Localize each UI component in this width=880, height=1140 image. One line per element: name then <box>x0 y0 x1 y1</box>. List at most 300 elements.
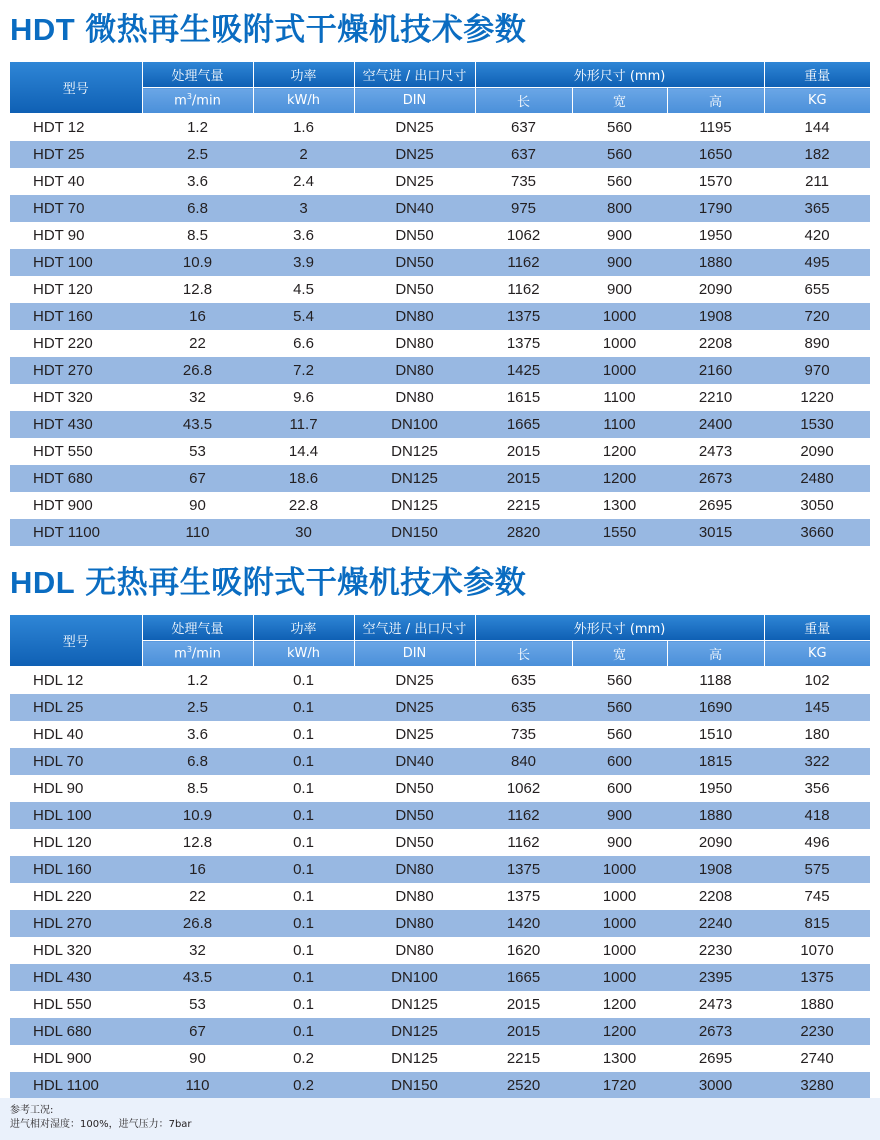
hdl-header-dims: 外形尺寸 (mm) <box>475 615 764 641</box>
cell-port: DN125 <box>354 492 475 519</box>
cell-height: 2208 <box>667 330 764 357</box>
hdl-unit-length: 长 <box>475 641 572 667</box>
cell-model: HDL 270 <box>10 910 142 937</box>
cell-weight: 2480 <box>764 465 870 492</box>
cell-flow: 90 <box>142 1045 253 1072</box>
cell-model: HDT 680 <box>10 465 142 492</box>
cell-port: DN80 <box>354 910 475 937</box>
cell-port: DN40 <box>354 748 475 775</box>
cell-power: 0.1 <box>253 856 354 883</box>
cell-flow: 26.8 <box>142 910 253 937</box>
hdl-unit-weight: KG <box>764 641 870 667</box>
cell-height: 1650 <box>667 141 764 168</box>
cell-weight: 3050 <box>764 492 870 519</box>
cell-power: 5.4 <box>253 303 354 330</box>
cell-weight: 180 <box>764 721 870 748</box>
cell-flow: 90 <box>142 492 253 519</box>
cell-width: 900 <box>572 802 667 829</box>
hdl-table-body <box>10 667 870 1100</box>
cell-power: 11.7 <box>253 411 354 438</box>
cell-port: DN80 <box>354 330 475 357</box>
cell-model: HDL 70 <box>10 748 142 775</box>
cell-model: HDT 12 <box>10 114 142 142</box>
cell-power: 3 <box>253 195 354 222</box>
hdl-unit-flow <box>142 641 253 667</box>
cell-flow: 32 <box>142 937 253 964</box>
hdt-unit-flow <box>142 88 253 114</box>
hdl-unit-flow-base: m <box>174 646 187 662</box>
cell-flow: 2.5 <box>142 694 253 721</box>
cell-power: 0.1 <box>253 721 354 748</box>
cell-flow: 16 <box>142 856 253 883</box>
cell-power: 22.8 <box>253 492 354 519</box>
cell-weight: 182 <box>764 141 870 168</box>
hdt-title <box>10 10 526 50</box>
cell-height: 1690 <box>667 694 764 721</box>
cell-port: DN80 <box>354 883 475 910</box>
cell-model: HDT 550 <box>10 438 142 465</box>
cell-length: 1665 <box>475 964 572 991</box>
cell-length: 1615 <box>475 384 572 411</box>
cell-weight: 1220 <box>764 384 870 411</box>
cell-flow: 3.6 <box>142 721 253 748</box>
table-row <box>10 775 870 802</box>
cell-width: 1200 <box>572 1018 667 1045</box>
table-row <box>10 411 870 438</box>
cell-flow: 43.5 <box>142 411 253 438</box>
cell-power: 0.1 <box>253 829 354 856</box>
cell-length: 1062 <box>475 222 572 249</box>
cell-length: 2820 <box>475 519 572 546</box>
cell-weight: 322 <box>764 748 870 775</box>
cell-height: 2473 <box>667 991 764 1018</box>
cell-power: 2 <box>253 141 354 168</box>
cell-port: DN125 <box>354 991 475 1018</box>
cell-width: 900 <box>572 276 667 303</box>
hdt-unit-height: 高 <box>667 88 764 114</box>
cell-model: HDL 160 <box>10 856 142 883</box>
cell-width: 1000 <box>572 357 667 384</box>
cell-weight: 2090 <box>764 438 870 465</box>
hdl-unit-height: 高 <box>667 641 764 667</box>
table-row <box>10 802 870 829</box>
table-row <box>10 222 870 249</box>
cell-weight: 145 <box>764 694 870 721</box>
cell-flow: 10.9 <box>142 802 253 829</box>
cell-length: 637 <box>475 114 572 142</box>
cell-width: 1000 <box>572 910 667 937</box>
cell-flow: 67 <box>142 465 253 492</box>
cell-power: 0.1 <box>253 802 354 829</box>
cell-model: HDL 100 <box>10 802 142 829</box>
cell-height: 2673 <box>667 1018 764 1045</box>
table-row <box>10 1018 870 1045</box>
cell-length: 2015 <box>475 991 572 1018</box>
table-row <box>10 856 870 883</box>
cell-model: HDL 550 <box>10 991 142 1018</box>
hdt-header-model: 型号 <box>10 62 142 114</box>
cell-width: 1000 <box>572 303 667 330</box>
cell-length: 1162 <box>475 276 572 303</box>
table-row <box>10 114 870 142</box>
cell-port: DN125 <box>354 438 475 465</box>
table-row <box>10 883 870 910</box>
cell-weight: 890 <box>764 330 870 357</box>
table-row <box>10 667 870 695</box>
cell-port: DN125 <box>354 1045 475 1072</box>
cell-power: 6.6 <box>253 330 354 357</box>
cell-power: 18.6 <box>253 465 354 492</box>
cell-port: DN80 <box>354 856 475 883</box>
cell-width: 1000 <box>572 856 667 883</box>
cell-flow: 53 <box>142 991 253 1018</box>
cell-length: 1420 <box>475 910 572 937</box>
cell-width: 900 <box>572 829 667 856</box>
table-row <box>10 465 870 492</box>
cell-length: 635 <box>475 694 572 721</box>
hdt-header-row <box>10 62 870 88</box>
table-row <box>10 721 870 748</box>
cell-height: 2090 <box>667 276 764 303</box>
cell-port: DN50 <box>354 249 475 276</box>
cell-model: HDL 220 <box>10 883 142 910</box>
cell-model: HDL 320 <box>10 937 142 964</box>
cell-model: HDT 25 <box>10 141 142 168</box>
cell-length: 2215 <box>475 492 572 519</box>
table-row <box>10 964 870 991</box>
cell-length: 1162 <box>475 249 572 276</box>
cell-width: 1720 <box>572 1072 667 1099</box>
cell-height: 1188 <box>667 667 764 695</box>
cell-weight: 420 <box>764 222 870 249</box>
cell-length: 735 <box>475 721 572 748</box>
cell-power: 0.1 <box>253 964 354 991</box>
hdt-header-port: 空气进 / 出口尺寸 <box>354 62 475 88</box>
cell-flow: 8.5 <box>142 775 253 802</box>
cell-power: 0.1 <box>253 694 354 721</box>
cell-port: DN25 <box>354 141 475 168</box>
hdt-header-weight: 重量 <box>764 62 870 88</box>
cell-port: DN50 <box>354 775 475 802</box>
hdl-spec-table <box>10 615 870 1099</box>
cell-width: 560 <box>572 114 667 142</box>
cell-port: DN80 <box>354 303 475 330</box>
table-row <box>10 519 870 546</box>
cell-model: HDL 25 <box>10 694 142 721</box>
cell-width: 1000 <box>572 937 667 964</box>
cell-width: 1000 <box>572 330 667 357</box>
cell-port: DN100 <box>354 964 475 991</box>
cell-height: 2695 <box>667 1045 764 1072</box>
cell-width: 600 <box>572 775 667 802</box>
cell-power: 0.1 <box>253 883 354 910</box>
cell-width: 1550 <box>572 519 667 546</box>
cell-width: 900 <box>572 222 667 249</box>
table-row <box>10 168 870 195</box>
cell-weight: 144 <box>764 114 870 142</box>
cell-weight: 745 <box>764 883 870 910</box>
cell-model: HDL 40 <box>10 721 142 748</box>
cell-height: 1510 <box>667 721 764 748</box>
cell-length: 1375 <box>475 856 572 883</box>
cell-height: 2695 <box>667 492 764 519</box>
cell-flow: 110 <box>142 519 253 546</box>
cell-height: 2230 <box>667 937 764 964</box>
cell-flow: 6.8 <box>142 748 253 775</box>
cell-length: 2215 <box>475 1045 572 1072</box>
cell-width: 560 <box>572 694 667 721</box>
cell-weight: 970 <box>764 357 870 384</box>
cell-height: 2208 <box>667 883 764 910</box>
cell-flow: 32 <box>142 384 253 411</box>
cell-weight: 815 <box>764 910 870 937</box>
cell-flow: 22 <box>142 883 253 910</box>
table-row <box>10 1072 870 1099</box>
cell-port: DN25 <box>354 667 475 695</box>
cell-model: HDL 90 <box>10 775 142 802</box>
cell-length: 1375 <box>475 303 572 330</box>
hdt-unit-power: kW/h <box>253 88 354 114</box>
table-row <box>10 276 870 303</box>
cell-model: HDT 90 <box>10 222 142 249</box>
hdl-header-flow: 处理气量 <box>142 615 253 641</box>
cell-model: HDT 1100 <box>10 519 142 546</box>
cell-power: 0.2 <box>253 1072 354 1099</box>
cell-flow: 26.8 <box>142 357 253 384</box>
cell-weight: 2740 <box>764 1045 870 1072</box>
cell-width: 1000 <box>572 964 667 991</box>
cell-power: 30 <box>253 519 354 546</box>
cell-port: DN80 <box>354 357 475 384</box>
cell-model: HDL 680 <box>10 1018 142 1045</box>
cell-height: 2160 <box>667 357 764 384</box>
cell-port: DN80 <box>354 384 475 411</box>
cell-flow: 6.8 <box>142 195 253 222</box>
table-row <box>10 384 870 411</box>
hdl-title <box>10 563 526 603</box>
cell-height: 1880 <box>667 802 764 829</box>
cell-port: DN25 <box>354 694 475 721</box>
cell-width: 560 <box>572 667 667 695</box>
cell-power: 4.5 <box>253 276 354 303</box>
cell-flow: 8.5 <box>142 222 253 249</box>
cell-model: HDT 160 <box>10 303 142 330</box>
hdt-unit-flow-base: m <box>174 93 187 109</box>
cell-height: 2210 <box>667 384 764 411</box>
cell-weight: 1070 <box>764 937 870 964</box>
cell-power: 3.6 <box>253 222 354 249</box>
cell-height: 1790 <box>667 195 764 222</box>
cell-power: 0.1 <box>253 1018 354 1045</box>
hdt-unit-width: 宽 <box>572 88 667 114</box>
cell-weight: 365 <box>764 195 870 222</box>
cell-height: 1195 <box>667 114 764 142</box>
cell-length: 2015 <box>475 438 572 465</box>
cell-width: 1200 <box>572 438 667 465</box>
cell-height: 2240 <box>667 910 764 937</box>
hdt-unit-port: DIN <box>354 88 475 114</box>
cell-weight: 655 <box>764 276 870 303</box>
cell-model: HDT 900 <box>10 492 142 519</box>
cell-length: 1425 <box>475 357 572 384</box>
notes-conditions: 进气相对湿度：100%，进气压力：7bar <box>10 1119 192 1130</box>
hdt-unit-length: 长 <box>475 88 572 114</box>
hdl-title-text: 无热再生吸附式干燥机技术参数 <box>85 565 527 601</box>
notes-heading: 参考工况: <box>10 1105 54 1116</box>
cell-height: 3000 <box>667 1072 764 1099</box>
hdl-header-row <box>10 615 870 641</box>
cell-height: 1815 <box>667 748 764 775</box>
cell-power: 0.1 <box>253 910 354 937</box>
cell-length: 2015 <box>475 1018 572 1045</box>
cell-flow: 2.5 <box>142 141 253 168</box>
hdt-unit-weight: KG <box>764 88 870 114</box>
cell-weight: 356 <box>764 775 870 802</box>
cell-model: HDL 120 <box>10 829 142 856</box>
table-row <box>10 141 870 168</box>
cell-width: 1200 <box>572 991 667 1018</box>
cell-port: DN125 <box>354 1018 475 1045</box>
cell-flow: 110 <box>142 1072 253 1099</box>
cell-width: 560 <box>572 141 667 168</box>
table-row <box>10 195 870 222</box>
cell-weight: 1880 <box>764 991 870 1018</box>
table-row <box>10 748 870 775</box>
cell-power: 0.1 <box>253 748 354 775</box>
cell-port: DN50 <box>354 802 475 829</box>
table-row <box>10 357 870 384</box>
hdl-title-model: HDL <box>10 565 76 600</box>
cell-port: DN150 <box>354 519 475 546</box>
cell-power: 0.1 <box>253 937 354 964</box>
hdl-unit-power: kW/h <box>253 641 354 667</box>
cell-width: 1300 <box>572 1045 667 1072</box>
cell-model: HDT 270 <box>10 357 142 384</box>
hdt-header-flow: 处理气量 <box>142 62 253 88</box>
cell-width: 560 <box>572 721 667 748</box>
cell-length: 1062 <box>475 775 572 802</box>
cell-height: 2395 <box>667 964 764 991</box>
cell-height: 2400 <box>667 411 764 438</box>
cell-model: HDT 120 <box>10 276 142 303</box>
cell-width: 1300 <box>572 492 667 519</box>
hdt-header-power: 功率 <box>253 62 354 88</box>
hdt-header-dims: 外形尺寸 (mm) <box>475 62 764 88</box>
table-row <box>10 937 870 964</box>
cell-flow: 43.5 <box>142 964 253 991</box>
cell-weight: 102 <box>764 667 870 695</box>
hdl-header-power: 功率 <box>253 615 354 641</box>
table-row <box>10 249 870 276</box>
table-row <box>10 991 870 1018</box>
cell-flow: 1.2 <box>142 114 253 142</box>
cell-flow: 22 <box>142 330 253 357</box>
cell-flow: 53 <box>142 438 253 465</box>
cell-length: 637 <box>475 141 572 168</box>
cell-length: 1620 <box>475 937 572 964</box>
cell-height: 1880 <box>667 249 764 276</box>
hdl-header-port: 空气进 / 出口尺寸 <box>354 615 475 641</box>
cell-width: 1000 <box>572 883 667 910</box>
cell-weight: 211 <box>764 168 870 195</box>
table-row <box>10 910 870 937</box>
cell-flow: 67 <box>142 1018 253 1045</box>
cell-weight: 496 <box>764 829 870 856</box>
cell-length: 840 <box>475 748 572 775</box>
cell-port: DN50 <box>354 222 475 249</box>
cell-model: HDT 100 <box>10 249 142 276</box>
cell-height: 1908 <box>667 856 764 883</box>
cell-length: 1162 <box>475 829 572 856</box>
hdl-unit-flow-rest: /min <box>191 646 221 662</box>
hdl-unit-flow-sup: 3 <box>186 645 192 655</box>
cell-weight: 418 <box>764 802 870 829</box>
cell-height: 1950 <box>667 222 764 249</box>
cell-model: HDT 320 <box>10 384 142 411</box>
cell-height: 1570 <box>667 168 764 195</box>
cell-model: HDT 430 <box>10 411 142 438</box>
table-row <box>10 330 870 357</box>
cell-weight: 1530 <box>764 411 870 438</box>
cell-flow: 12.8 <box>142 829 253 856</box>
cell-width: 600 <box>572 748 667 775</box>
cell-length: 1665 <box>475 411 572 438</box>
cell-length: 635 <box>475 667 572 695</box>
cell-height: 2090 <box>667 829 764 856</box>
table-row <box>10 829 870 856</box>
cell-power: 0.1 <box>253 991 354 1018</box>
hdt-table-body <box>10 114 870 547</box>
cell-flow: 3.6 <box>142 168 253 195</box>
cell-flow: 12.8 <box>142 276 253 303</box>
cell-port: DN50 <box>354 276 475 303</box>
cell-length: 975 <box>475 195 572 222</box>
cell-height: 2473 <box>667 438 764 465</box>
cell-height: 2673 <box>667 465 764 492</box>
cell-power: 3.9 <box>253 249 354 276</box>
hdt-unit-flow-rest: /min <box>191 93 221 109</box>
cell-power: 14.4 <box>253 438 354 465</box>
cell-width: 1200 <box>572 465 667 492</box>
cell-weight: 575 <box>764 856 870 883</box>
cell-height: 1908 <box>667 303 764 330</box>
cell-width: 900 <box>572 249 667 276</box>
hdt-title-text: 微热再生吸附式干燥机技术参数 <box>85 12 527 48</box>
cell-port: DN25 <box>354 114 475 142</box>
cell-model: HDL 900 <box>10 1045 142 1072</box>
cell-width: 800 <box>572 195 667 222</box>
cell-length: 1162 <box>475 802 572 829</box>
table-row <box>10 438 870 465</box>
hdl-header-weight: 重量 <box>764 615 870 641</box>
hdl-header-model: 型号 <box>10 615 142 667</box>
hdt-unit-flow-sup: 3 <box>186 92 192 102</box>
cell-power: 1.6 <box>253 114 354 142</box>
cell-model: HDT 70 <box>10 195 142 222</box>
cell-power: 2.4 <box>253 168 354 195</box>
hdt-title-model: HDT <box>10 12 76 47</box>
cell-length: 2015 <box>475 465 572 492</box>
hdl-unit-port: DIN <box>354 641 475 667</box>
table-row <box>10 1045 870 1072</box>
cell-model: HDL 12 <box>10 667 142 695</box>
cell-power: 7.2 <box>253 357 354 384</box>
cell-flow: 16 <box>142 303 253 330</box>
cell-model: HDT 220 <box>10 330 142 357</box>
cell-height: 1950 <box>667 775 764 802</box>
cell-port: DN125 <box>354 465 475 492</box>
cell-power: 0.2 <box>253 1045 354 1072</box>
